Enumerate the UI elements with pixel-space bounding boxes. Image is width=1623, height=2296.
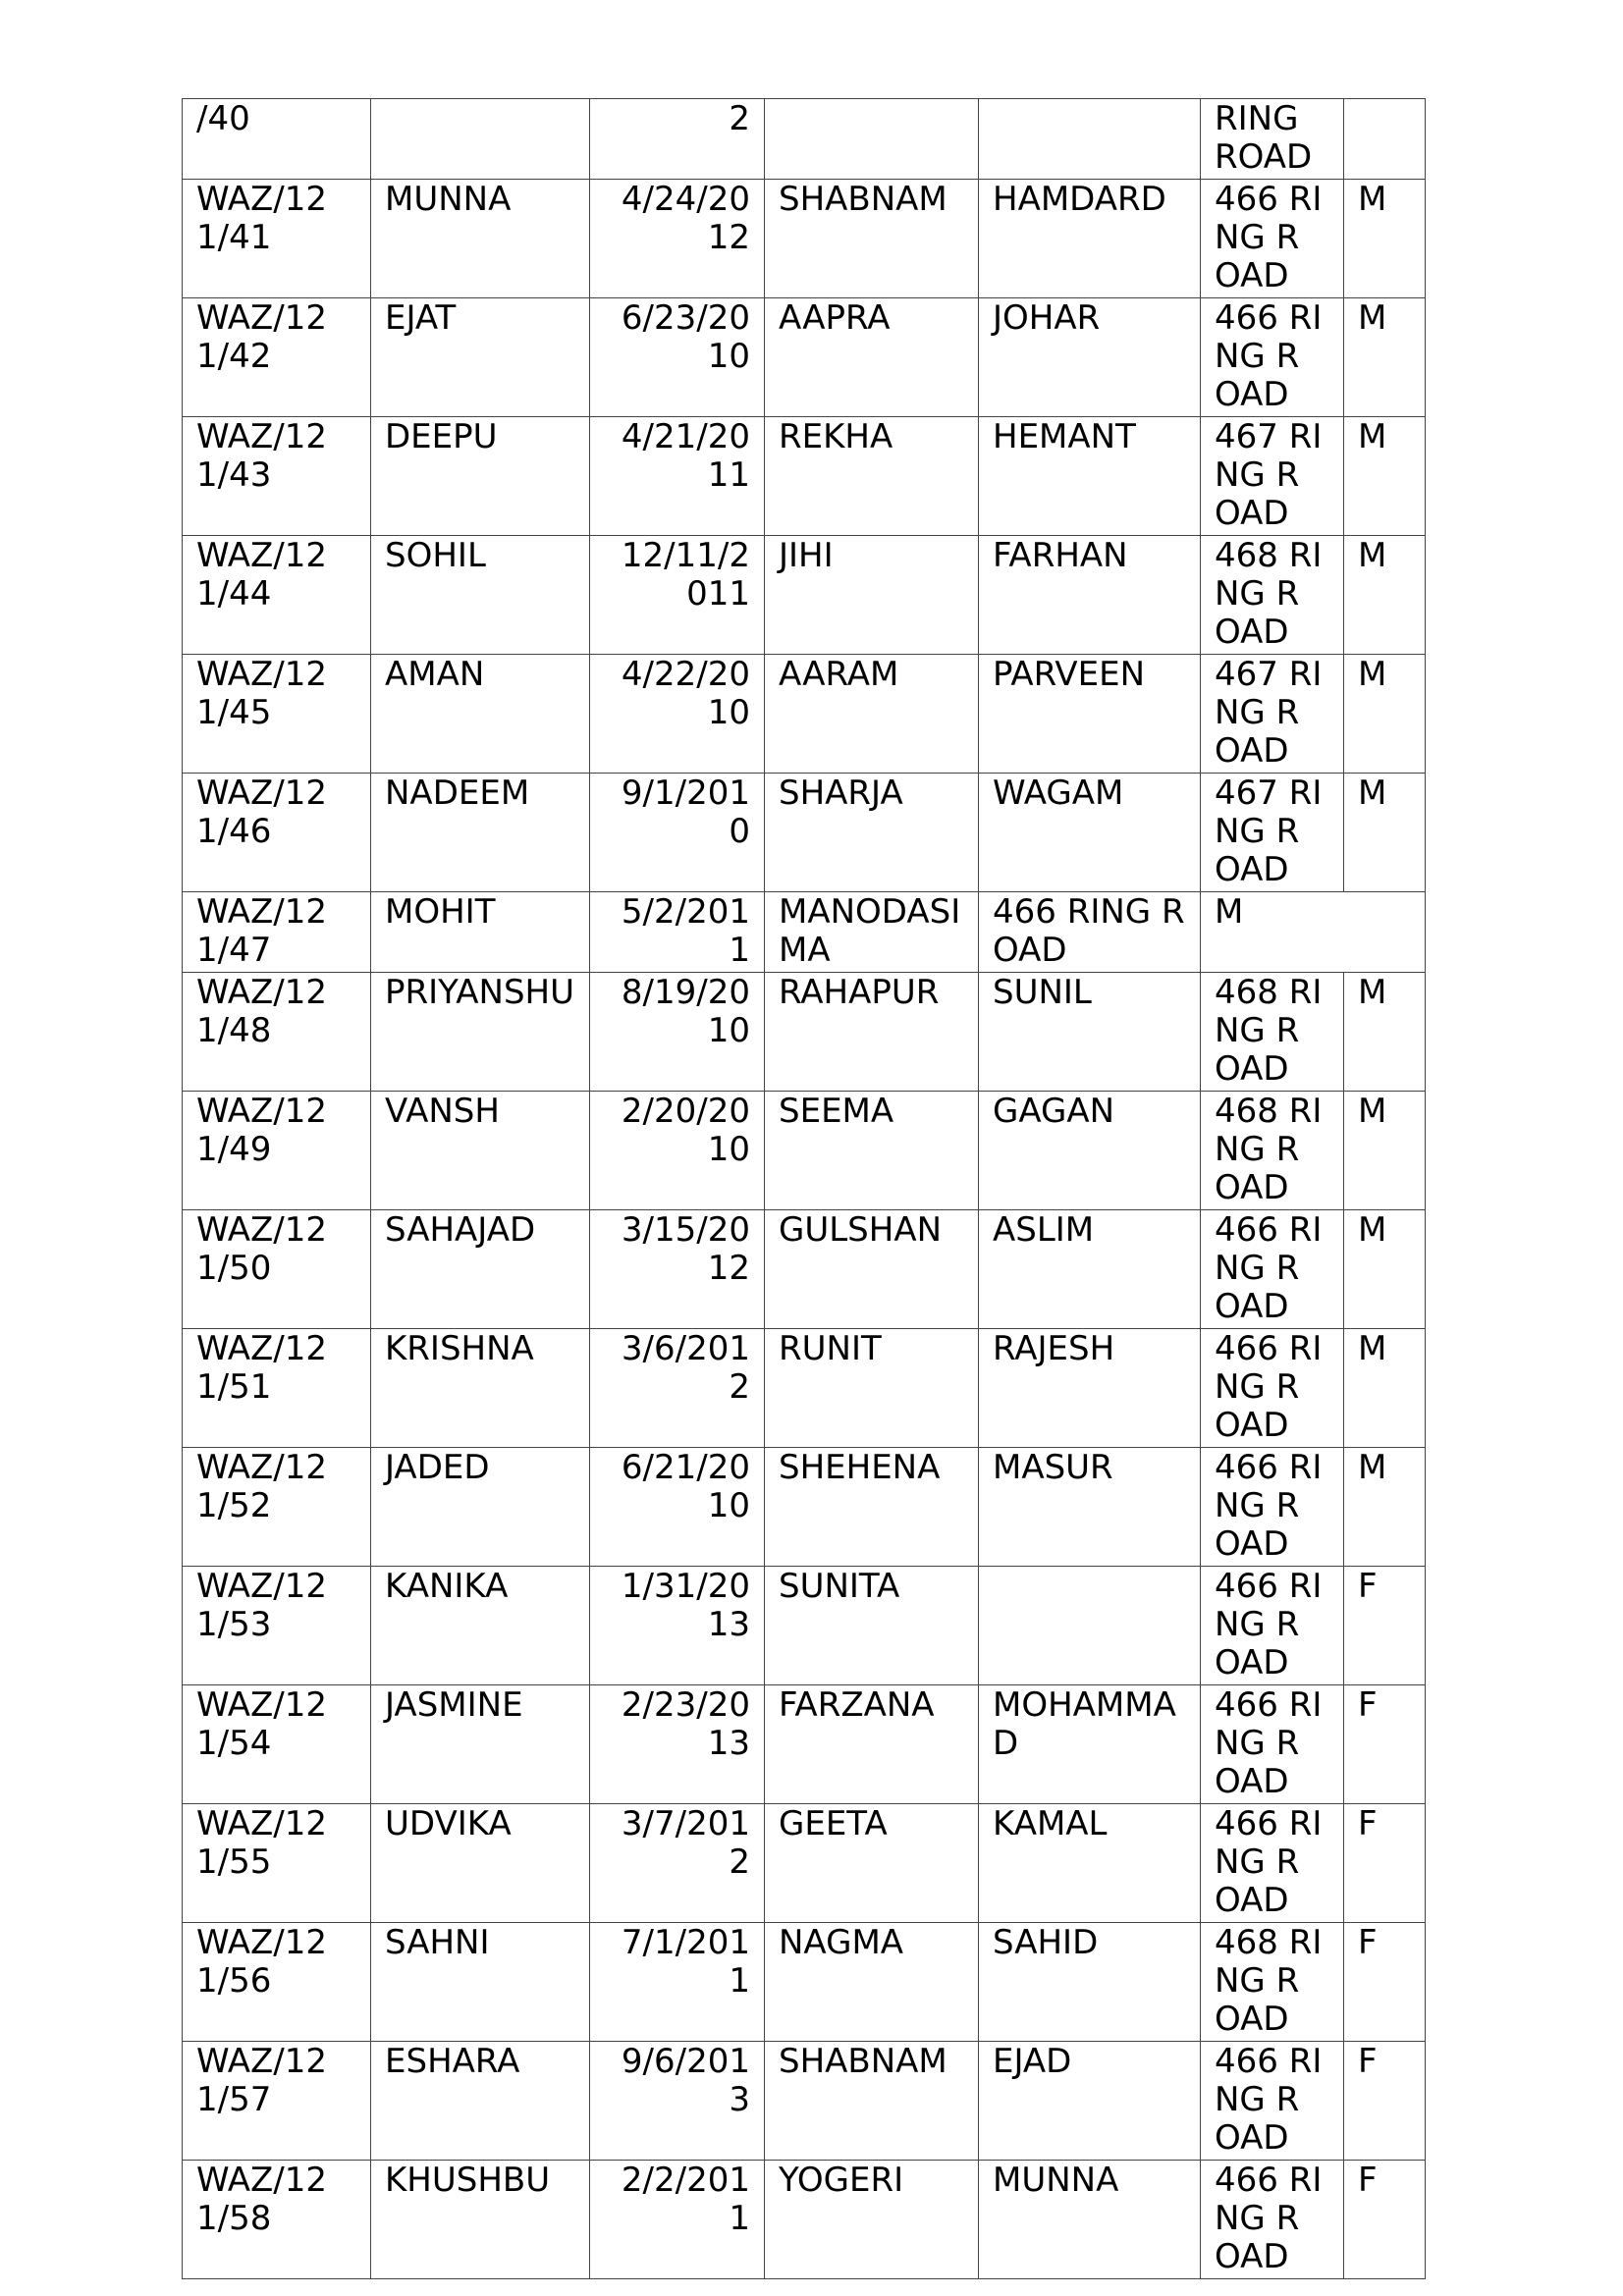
cell-gender: F [1344, 1685, 1426, 1804]
cell-address: 468 RING ROAD [1201, 1092, 1344, 1210]
table-body [183, 99, 1426, 2279]
cell-mother: GULSHAN [765, 1210, 979, 1329]
cell-dob: 3/7/2012 [590, 1804, 765, 1923]
cell-father: FARHAN [979, 536, 1201, 655]
cell-dob: 4/24/2012 [590, 180, 765, 298]
cell-father: MASUR [979, 1448, 1201, 1567]
table-row [183, 298, 1426, 417]
cell-id: WAZ/121/49 [183, 1092, 371, 1210]
cell-father [979, 99, 1201, 180]
cell-father: GAGAN [979, 1092, 1201, 1210]
cell-dob: 2/20/2010 [590, 1092, 765, 1210]
cell-address: 466 RING ROAD [1201, 2042, 1344, 2161]
cell-mother: SHABNAM [765, 2042, 979, 2161]
cell-mother: SHABNAM [765, 180, 979, 298]
cell-name: ESHARA [371, 2042, 590, 2161]
cell-mother: REKHA [765, 417, 979, 536]
cell-dob: 6/21/2010 [590, 1448, 765, 1567]
cell-dob: 8/19/2010 [590, 973, 765, 1092]
cell-gender: F [1344, 1567, 1426, 1685]
table-row [183, 1685, 1426, 1804]
cell-dob: 5/2/2011 [590, 892, 765, 973]
cell-id: WAZ/121/51 [183, 1329, 371, 1448]
cell-id: WAZ/121/52 [183, 1448, 371, 1567]
cell-father: MOHAMMAD [979, 1685, 1201, 1804]
cell-address: 466 RING ROAD [1201, 298, 1344, 417]
cell-address: RING ROAD [1201, 99, 1344, 180]
cell-name: EJAT [371, 298, 590, 417]
cell-father [979, 1567, 1201, 1685]
cell-id: WAZ/121/58 [183, 2161, 371, 2279]
cell-mother: FARZANA [765, 1685, 979, 1804]
cell-gender: M [1344, 417, 1426, 536]
table-row [183, 655, 1426, 774]
cell-id: /40 [183, 99, 371, 180]
cell-father: WAGAM [979, 774, 1201, 892]
cell-dob: 7/1/2011 [590, 1923, 765, 2042]
cell-address: 467 RING ROAD [1201, 655, 1344, 774]
cell-father: SAHID [979, 1923, 1201, 2042]
cell-mother: JIHI [765, 536, 979, 655]
cell-name: VANSH [371, 1092, 590, 1210]
cell-address: M [1201, 892, 1426, 973]
cell-id: WAZ/121/42 [183, 298, 371, 417]
cell-father: RAJESH [979, 1329, 1201, 1448]
cell-gender: M [1344, 655, 1426, 774]
cell-dob: 4/22/2010 [590, 655, 765, 774]
cell-address: 468 RING ROAD [1201, 1923, 1344, 2042]
cell-dob: 2 [590, 99, 765, 180]
cell-name: KANIKA [371, 1567, 590, 1685]
cell-name: JASMINE [371, 1685, 590, 1804]
cell-id: WAZ/121/46 [183, 774, 371, 892]
cell-id: WAZ/121/47 [183, 892, 371, 973]
cell-name: KRISHNA [371, 1329, 590, 1448]
cell-mother: AAPRA [765, 298, 979, 417]
cell-gender: M [1344, 298, 1426, 417]
cell-mother: RUNIT [765, 1329, 979, 1448]
cell-dob: 6/23/2010 [590, 298, 765, 417]
cell-mother: GEETA [765, 1804, 979, 1923]
cell-mother: SUNITA [765, 1567, 979, 1685]
cell-id: WAZ/121/50 [183, 1210, 371, 1329]
table-row [183, 2042, 1426, 2161]
cell-dob: 3/6/2012 [590, 1329, 765, 1448]
cell-dob: 3/15/2012 [590, 1210, 765, 1329]
cell-id: WAZ/121/45 [183, 655, 371, 774]
cell-address: 467 RING ROAD [1201, 774, 1344, 892]
cell-address: 466 RING ROAD [1201, 1448, 1344, 1567]
cell-gender: F [1344, 1804, 1426, 1923]
cell-father: ASLIM [979, 1210, 1201, 1329]
cell-father: MUNNA [979, 2161, 1201, 2279]
cell-mother: YOGERI [765, 2161, 979, 2279]
cell-mother: NAGMA [765, 1923, 979, 2042]
cell-mother [765, 99, 979, 180]
table-row [183, 1923, 1426, 2042]
table-row [183, 417, 1426, 536]
table-row [183, 1567, 1426, 1685]
cell-mother: AARAM [765, 655, 979, 774]
cell-address: 466 RING ROAD [1201, 2161, 1344, 2279]
cell-dob: 2/2/2011 [590, 2161, 765, 2279]
cell-gender: M [1344, 180, 1426, 298]
cell-mother: SHARJA [765, 774, 979, 892]
cell-address: 467 RING ROAD [1201, 417, 1344, 536]
cell-address: 466 RING ROAD [1201, 1685, 1344, 1804]
cell-gender: M [1344, 1448, 1426, 1567]
table-row [183, 536, 1426, 655]
cell-gender: M [1344, 1329, 1426, 1448]
cell-name: DEEPU [371, 417, 590, 536]
cell-father: KAMAL [979, 1804, 1201, 1923]
table-row [183, 1804, 1426, 1923]
cell-id: WAZ/121/53 [183, 1567, 371, 1685]
cell-mother: SHEHENA [765, 1448, 979, 1567]
cell-gender [1344, 99, 1426, 180]
cell-address: 466 RING ROAD [1201, 1329, 1344, 1448]
cell-name: MUNNA [371, 180, 590, 298]
table-row [183, 1210, 1426, 1329]
cell-gender: M [1344, 1092, 1426, 1210]
table-row [183, 1329, 1426, 1448]
cell-dob: 4/21/2011 [590, 417, 765, 536]
cell-father: JOHAR [979, 298, 1201, 417]
cell-dob: 12/11/2011 [590, 536, 765, 655]
cell-name [371, 99, 590, 180]
table-row [183, 774, 1426, 892]
table-row [183, 1092, 1426, 1210]
cell-name: MOHIT [371, 892, 590, 973]
cell-dob: 2/23/2013 [590, 1685, 765, 1804]
cell-gender: F [1344, 2042, 1426, 2161]
cell-name: SAHNI [371, 1923, 590, 2042]
cell-dob: 9/6/2013 [590, 2042, 765, 2161]
cell-name: PRIYANSHU [371, 973, 590, 1092]
table-row [183, 1448, 1426, 1567]
cell-id: WAZ/121/56 [183, 1923, 371, 2042]
cell-name: SAHAJAD [371, 1210, 590, 1329]
table-row [183, 892, 1426, 973]
records-table [182, 98, 1426, 2279]
cell-id: WAZ/121/43 [183, 417, 371, 536]
cell-id: WAZ/121/54 [183, 1685, 371, 1804]
cell-id: WAZ/121/44 [183, 536, 371, 655]
cell-gender: M [1344, 973, 1426, 1092]
cell-id: WAZ/121/41 [183, 180, 371, 298]
cell-address: 466 RING ROAD [1201, 1567, 1344, 1685]
cell-name: SOHIL [371, 536, 590, 655]
cell-father: EJAD [979, 2042, 1201, 2161]
cell-address: 468 RING ROAD [1201, 536, 1344, 655]
cell-father: HEMANT [979, 417, 1201, 536]
cell-father: 466 RING ROAD [979, 892, 1201, 973]
cell-address: 466 RING ROAD [1201, 1804, 1344, 1923]
cell-gender: M [1344, 536, 1426, 655]
cell-gender: F [1344, 2161, 1426, 2279]
cell-address: 466 RING ROAD [1201, 180, 1344, 298]
cell-dob: 1/31/2013 [590, 1567, 765, 1685]
cell-father: SUNIL [979, 973, 1201, 1092]
table-row [183, 973, 1426, 1092]
cell-gender: M [1344, 774, 1426, 892]
cell-mother: SEEMA [765, 1092, 979, 1210]
cell-gender: M [1344, 1210, 1426, 1329]
cell-id: WAZ/121/55 [183, 1804, 371, 1923]
cell-dob: 9/1/2010 [590, 774, 765, 892]
cell-name: AMAN [371, 655, 590, 774]
cell-father: PARVEEN [979, 655, 1201, 774]
cell-gender: F [1344, 1923, 1426, 2042]
cell-mother: RAHAPUR [765, 973, 979, 1092]
cell-id: WAZ/121/48 [183, 973, 371, 1092]
cell-mother: MANODASIMA [765, 892, 979, 973]
cell-name: NADEEM [371, 774, 590, 892]
table-row [183, 180, 1426, 298]
cell-address: 466 RING ROAD [1201, 1210, 1344, 1329]
cell-name: UDVIKA [371, 1804, 590, 1923]
cell-name: JADED [371, 1448, 590, 1567]
cell-address: 468 RING ROAD [1201, 973, 1344, 1092]
cell-id: WAZ/121/57 [183, 2042, 371, 2161]
cell-name: KHUSHBU [371, 2161, 590, 2279]
cell-father: HAMDARD [979, 180, 1201, 298]
table-row [183, 99, 1426, 180]
table-row [183, 2161, 1426, 2279]
